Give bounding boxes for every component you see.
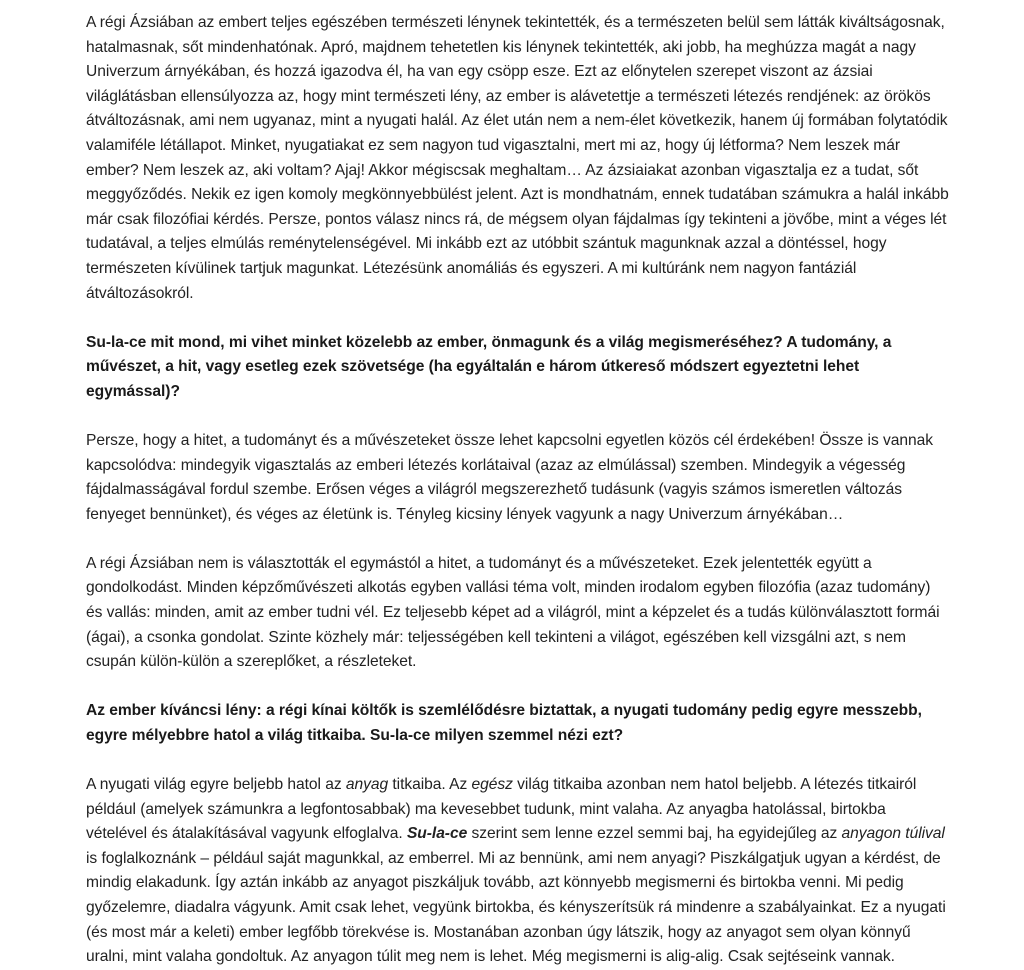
text-run: A nyugati világ egyre beljebb hatol az xyxy=(86,775,346,793)
paragraph-answer-1: A régi Ázsiában az embert teljes egészében természeti lénynek tekintették, és a természeten belül sem látták kiváltságosnak, hatalmasnak, sőt mindenhatónak. Apró, majdnem tehetetlen kis lénynek tekintették, aki jobb, ha meghúzza magát a nagy Univerzum árnyékában, és hozzá igazodva él, ha van egy csöpp esze. Ezt az előnytelen szerepet viszont az ázsiai világlátásban ellensúlyozza az, hogy mint természeti lény, az ember is alávetettje a természeti létezés rendjének: az örökös átváltozásnak, ami nem ugyanaz, mint a nyugati halál. Az élet után nem a nem-élet következik, hanem új formában folytatódik valamiféle létállapot. Minket, nyugatiakat ez sem nagyon tud vigasztalni, mert mi az, hogy új létforma? Nem leszek már ember? Nem leszek az, aki voltam? Ajaj! Akkor mégiscsak meghaltam… Az ázsiaiakat azonban vigasztalja ez a tudat, sőt meggyőződés. Nekik ez igen komoly megkönnyebbülést jelent. Azt is mondhatnám, ennek tudatában számukra a halál inkább már csak filozófiai kérdés. Persze, pontos válasz nincs rá, de mégsem olyan fájdalmas így tekinteni a jövőbe, mint a véges lét tudatával, a teljes elmúlás reménytelenségével. Mi inkább ezt az utóbbit szántuk magunknak azzal a döntéssel, hogy természeten kívülinek tartjuk magunkat. Létezésünk anomáliás és egyszeri. A mi kultúránk nem nagyon fantáziál átváltozásokról. xyxy=(86,14,949,302)
text-run: szerint sem lenne ezzel semmi baj, ha egyidejűleg az xyxy=(467,825,842,843)
article-body xyxy=(86,11,950,970)
bold-italic-su-la-ce: Su-la-ce xyxy=(406,825,468,843)
paragraph-answer-3: A régi Ázsiában nem is választották el egymástól a hitet, a tudományt és a művészeteket. Ezek jelentették együtt a gondolkodást. Minden képzőművészeti alkotás egyben vallási téma volt, minden irodalom egyben filozófia (azaz tudomány) és vallás: minden, amit az ember tudni vél. Ez teljesebb képet ad a világról, mint a képzelet és a tudás különválasztott formái (ágai), a csonka gondolat. Szinte közhely már: teljességében kell tekinteni a világot, egészében kell vizsgálni azt, s nem csupán külön-külön a szereplőket, a részleteket. xyxy=(86,554,940,671)
italic-egesz: egész xyxy=(471,775,513,793)
italic-anyag: anyag xyxy=(345,775,389,793)
paragraph-answer-4 xyxy=(86,773,950,970)
paragraph-answer-2: Persze, hogy a hitet, a tudományt és a művészeteket össze lehet kapcsolni egyetlen közös cél érdekében! Össze is vannak kapcsolódva: mindegyik vigasztalás az emberi létezés korlátaival (azaz az elmúlással) szemben. Mindegyik a végesség fájdalmasságával fordul szembe. Erősen véges a világról megszerezhető tudásunk (vagyis számos ismeretlen változás fenyeget bennünket), és véges az életünk is. Tényleg kicsiny lények vagyunk a nagy Univerzum árnyékában… xyxy=(86,431,933,523)
text-run: is foglalkoznánk – például saját magunkkal, az emberrel. Mi az bennünk, ami nem anyagi? Piszkálgatjuk ugyan a kérdést, de mindig elakadunk. Így aztán inkább az anyagot piszkáljuk tovább, azt könnyebb megismerni és birtokba venni. Mi pedig győzelemre, diadalra vágyunk. Amit csak lehet, vegyünk birtokba, és kényszerítsük rá mindenre a szabályainkat. Ez a nyugati (és most már a keleti) ember legfőbb törekvése is. Mostanában azonban úgy látszik, hogy az anyagot sem olyan könnyű uralni, mint valaha gondoltuk. Az anyagon túlit meg nem is lehet. Még megismerni is alig-alig. Csak sejtéseink vannak. xyxy=(86,849,946,966)
interview-question-1: Su-la-ce mit mond, mi vihet minket közelebb az ember, önmagunk és a világ megismeréséhez? A tudomány, a művészet, a hit, vagy esetleg ezek szövetsége (ha egyáltalán e három útkereső módszert egyeztetni lehet egymással)? xyxy=(86,333,892,400)
text-run: titkaiba. Az xyxy=(388,775,472,793)
italic-anyagon-tulival: anyagon túlival xyxy=(841,825,945,843)
text-run: világ titkaiba azonban nem hatol beljebb. A létezés titkairól például (amelyek számunkra a legfontosabbak) ma kevesebbet tudunk, mint valaha. Az anyagba hatolással, birtokba vételével és átalakításával vagyunk elfoglalva. xyxy=(86,775,917,843)
interview-question-2: Az ember kíváncsi lény: a régi kínai költők is szemlélődésre biztattak, a nyugati tudomány pedig egyre messzebb, egyre mélyebbre hatol a világ titkaiba. Su-la-ce milyen szemmel nézi ezt? xyxy=(86,702,922,744)
